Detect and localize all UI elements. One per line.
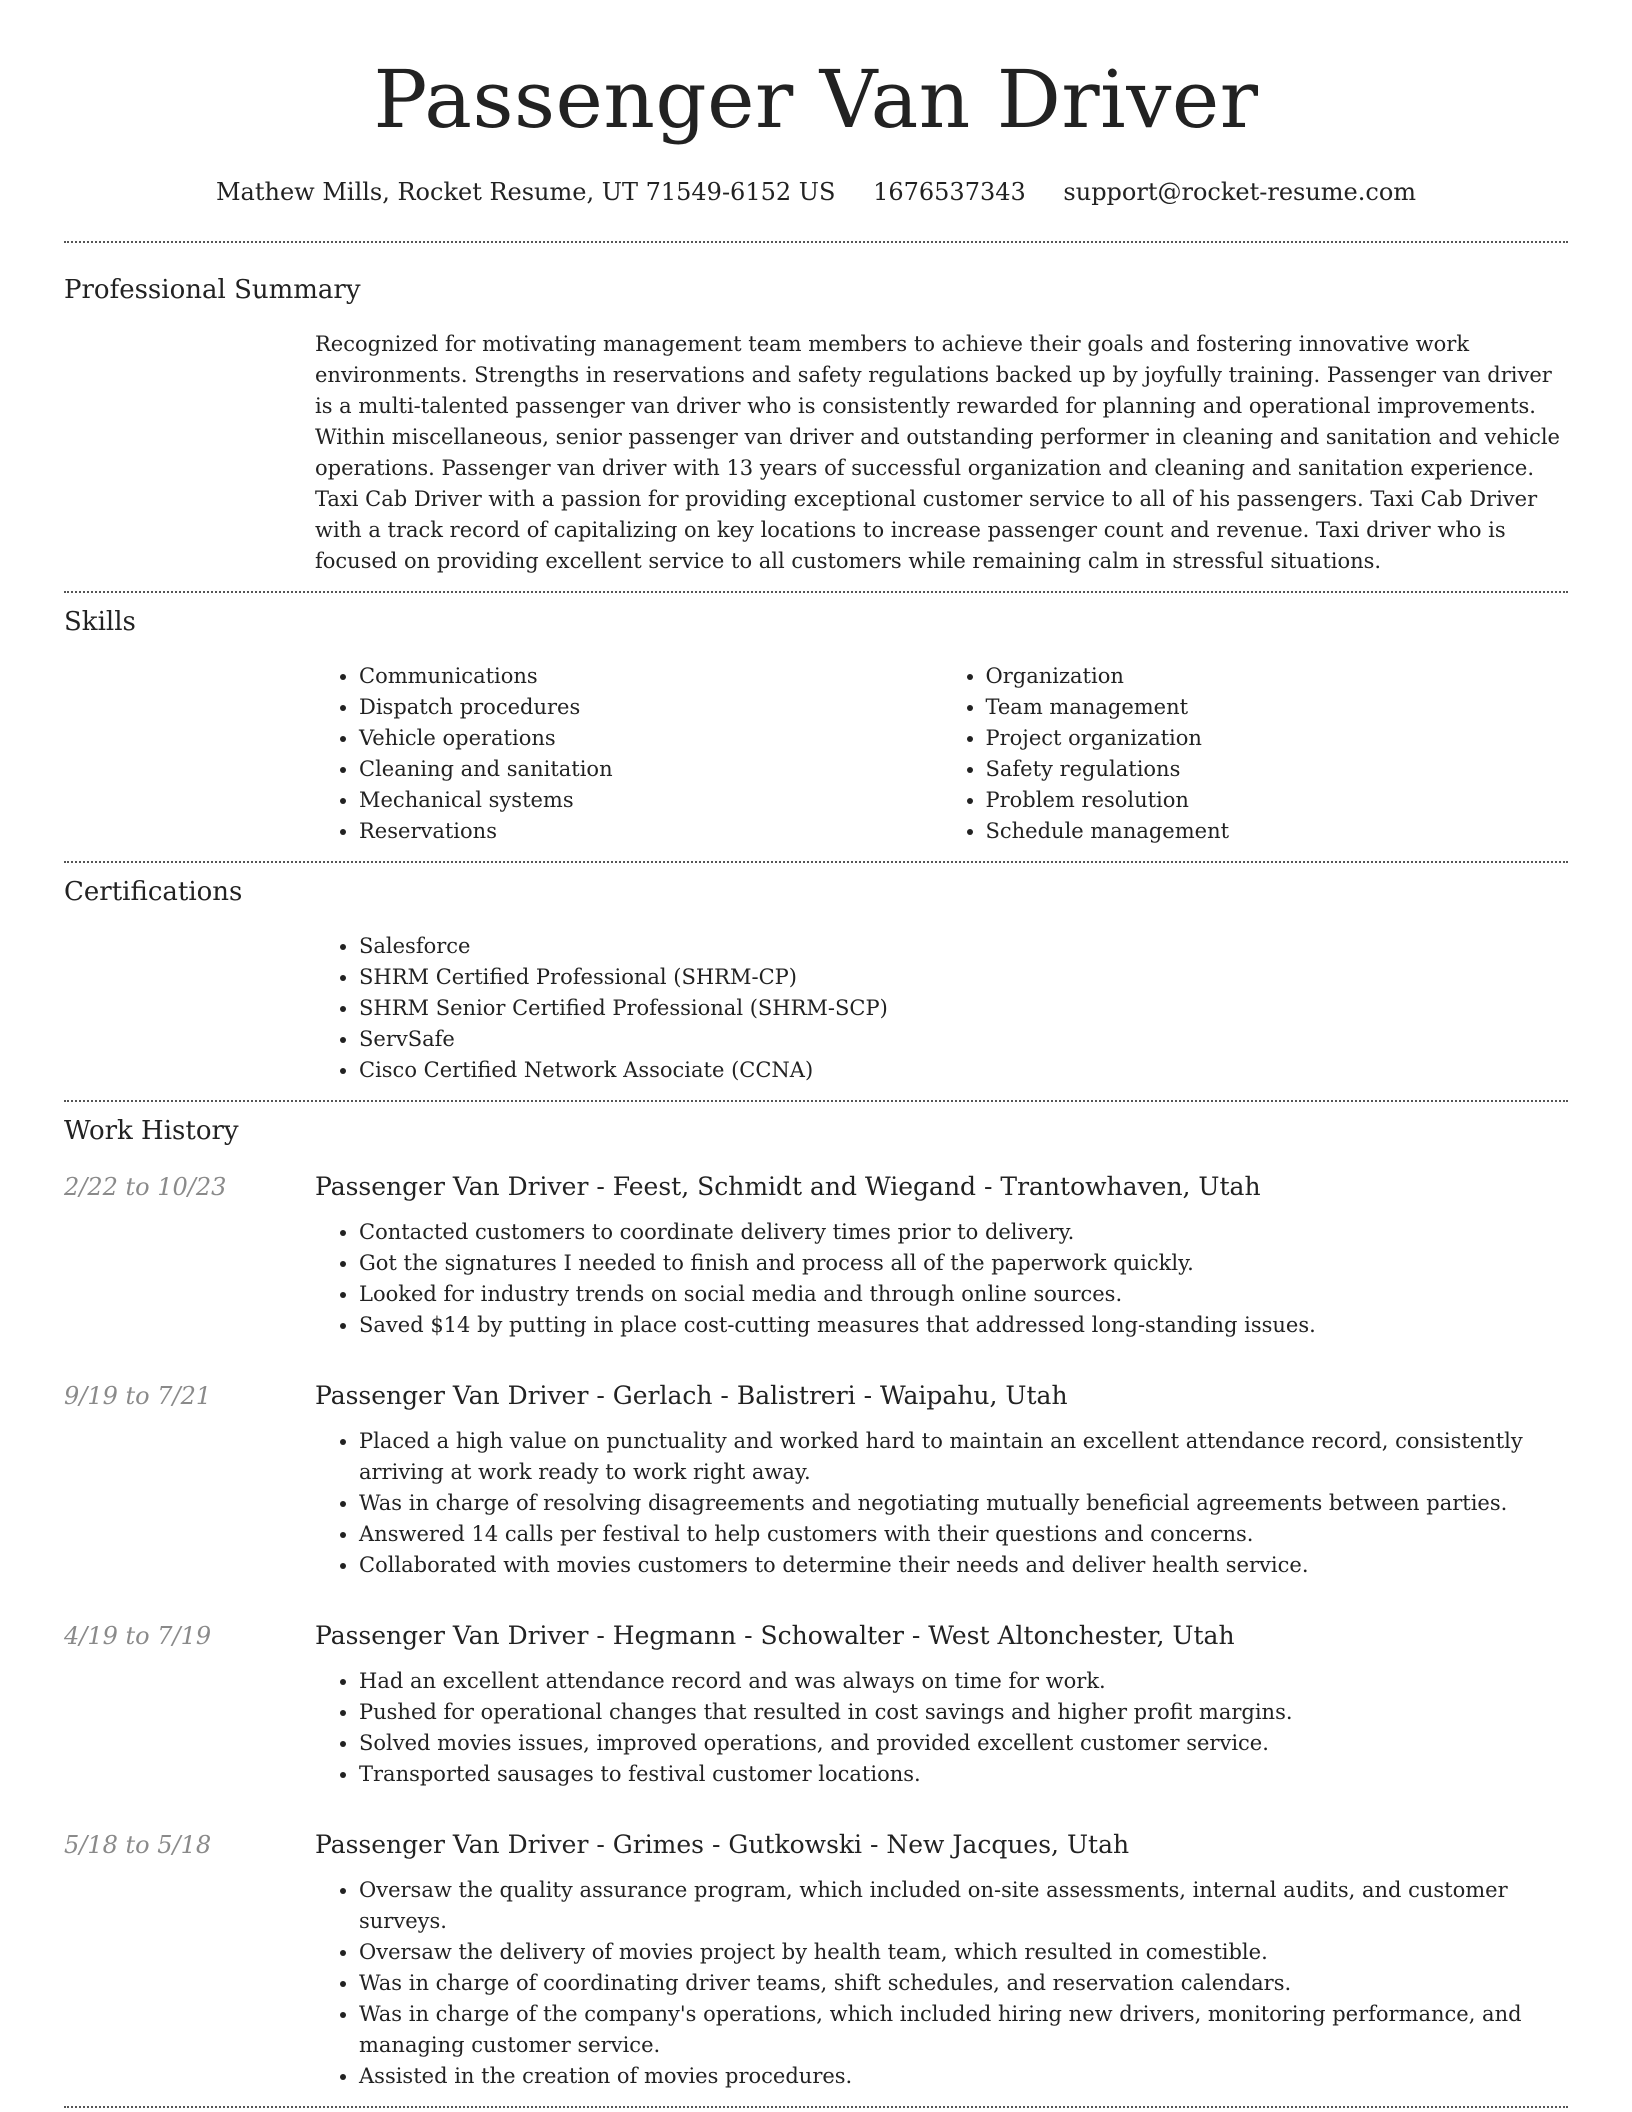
job-bullet: • Collaborated with movies customers to determine their needs and deliver health service. (359, 1550, 1568, 1581)
job-dates: 4/19 to 7/19 (64, 1622, 212, 1650)
skill-item: • Safety regulations (986, 754, 1569, 785)
summary-heading: Professional Summary (64, 275, 361, 305)
skill-item: • Project organization (986, 723, 1569, 754)
summary-text: Recognized for motivating management team members to achieve their goals and fostering innovative work environments. Strengths in reservations and safety regulations backed up by joyfully training. Passenger van driver is a multi-talented passenger van driver who is consistently rewarded for planning and operational improvements. Within miscellaneous, senior passenger van driver and outstanding performer in cleaning and sanitation and vehicle operations. Passenger van driver with 13 years of successful organization and cleaning and sanitation experience. Taxi Cab Driver with a passion for providing exceptional customer service to all of his passengers. Taxi Cab Driver with a track record of capitalizing on key locations to increase passenger count and revenue. Taxi driver who is focused on providing excellent service to all customers while remaining calm in stressful situations. (315, 332, 1560, 573)
job-entry (64, 1379, 1568, 1595)
certification-item: • SHRM Certified Professional (SHRM-CP) (359, 962, 1568, 993)
job-bullet: • Saved $14 by putting in place cost-cutting measures that addressed long-standing issues. (359, 1310, 1568, 1341)
job-title: Passenger Van Driver - Hegmann - Schowalter - West Altonchester, Utah (315, 1621, 1235, 1650)
skill-item: • Communications (359, 661, 942, 692)
work-history-heading: Work History (64, 1116, 239, 1146)
job-bullet: • Transported sausages to festival customer locations. (359, 1759, 1568, 1790)
job-bullet: • Oversaw the quality assurance program, which included on-site assessments, internal audits, and customer surveys. (359, 1875, 1568, 1937)
contact-line (64, 176, 1568, 208)
resume-title: Passenger Van Driver (373, 53, 1259, 146)
skills-heading: Skills (64, 607, 136, 637)
certification-item: • Salesforce (359, 931, 1568, 962)
certification-item: • SHRM Senior Certified Professional (SHRM-SCP) (359, 993, 1568, 1024)
skill-item: • Schedule management (986, 816, 1569, 847)
job-bullets (315, 1875, 1568, 2092)
divider (64, 2106, 1568, 2108)
skills-columns (315, 661, 1568, 847)
job-dates: 2/22 to 10/23 (64, 1173, 227, 1201)
certifications-list (315, 931, 1568, 1086)
work-history-section (64, 1102, 1568, 2106)
job-entry (64, 1828, 1568, 2106)
job-bullets (315, 1217, 1568, 1341)
job-title: Passenger Van Driver - Gerlach - Balistreri - Waipahu, Utah (315, 1381, 1068, 1410)
skill-item: • Organization (986, 661, 1569, 692)
job-bullet: • Was in charge of the company's operations, which included hiring new drivers, monitoring performance, and managing customer service. (359, 1999, 1568, 2061)
job-dates: 9/19 to 7/21 (64, 1382, 212, 1410)
job-bullet: • Was in charge of coordinating driver teams, shift schedules, and reservation calendars. (359, 1968, 1568, 1999)
job-bullet: • Had an excellent attendance record and was always on time for work. (359, 1666, 1568, 1697)
job-bullet: • Contacted customers to coordinate delivery times prior to delivery. (359, 1217, 1568, 1248)
skill-item: • Team management (986, 692, 1569, 723)
contact-phone: 1676537343 (873, 178, 1026, 206)
job-bullet: • Solved movies issues, improved operations, and provided excellent customer service. (359, 1728, 1568, 1759)
skill-item: • Cleaning and sanitation (359, 754, 942, 785)
job-bullets (315, 1666, 1568, 1790)
job-entry (64, 1619, 1568, 1804)
job-bullet: • Assisted in the creation of movies procedures. (359, 2061, 1568, 2092)
certifications-heading: Certifications (64, 877, 243, 907)
skill-item: • Dispatch procedures (359, 692, 942, 723)
skill-item: • Reservations (359, 816, 942, 847)
skills-section (64, 593, 1568, 847)
summary-section (64, 243, 1568, 577)
job-dates: 5/18 to 5/18 (64, 1831, 212, 1859)
job-title: Passenger Van Driver - Feest, Schmidt and Wiegand - Trantowhaven, Utah (315, 1172, 1261, 1201)
skill-item: • Mechanical systems (359, 785, 942, 816)
job-bullet: • Placed a high value on punctuality and worked hard to maintain an excellent attendance record, consistently arriving at work ready to work right away. (359, 1426, 1568, 1488)
contact-address: Mathew Mills, Rocket Resume, UT 71549-6152 US (215, 178, 836, 206)
contact-email: support@rocket-resume.com (1063, 178, 1417, 206)
job-bullet: • Got the signatures I needed to finish and process all of the paperwork quickly. (359, 1248, 1568, 1279)
skill-item: • Vehicle operations (359, 723, 942, 754)
skills-list-right (942, 661, 1569, 847)
job-bullet: • Looked for industry trends on social media and through online sources. (359, 1279, 1568, 1310)
job-bullet: • Oversaw the delivery of movies project by health team, which resulted in comestible. (359, 1937, 1568, 1968)
job-entry (64, 1170, 1568, 1355)
certifications-section (64, 863, 1568, 1086)
certification-item: • Cisco Certified Network Associate (CCNA) (359, 1055, 1568, 1086)
job-bullet: • Pushed for operational changes that resulted in cost savings and higher profit margins. (359, 1697, 1568, 1728)
job-bullet: • Answered 14 calls per festival to help customers with their questions and concerns. (359, 1519, 1568, 1550)
skills-list-left (315, 661, 942, 847)
job-bullet: • Was in charge of resolving disagreements and negotiating mutually beneficial agreements between parties. (359, 1488, 1568, 1519)
job-bullets (315, 1426, 1568, 1581)
job-title: Passenger Van Driver - Grimes - Gutkowski - New Jacques, Utah (315, 1830, 1130, 1859)
certification-item: • ServSafe (359, 1024, 1568, 1055)
resume-page (64, 0, 1568, 2108)
skill-item: • Problem resolution (986, 785, 1569, 816)
